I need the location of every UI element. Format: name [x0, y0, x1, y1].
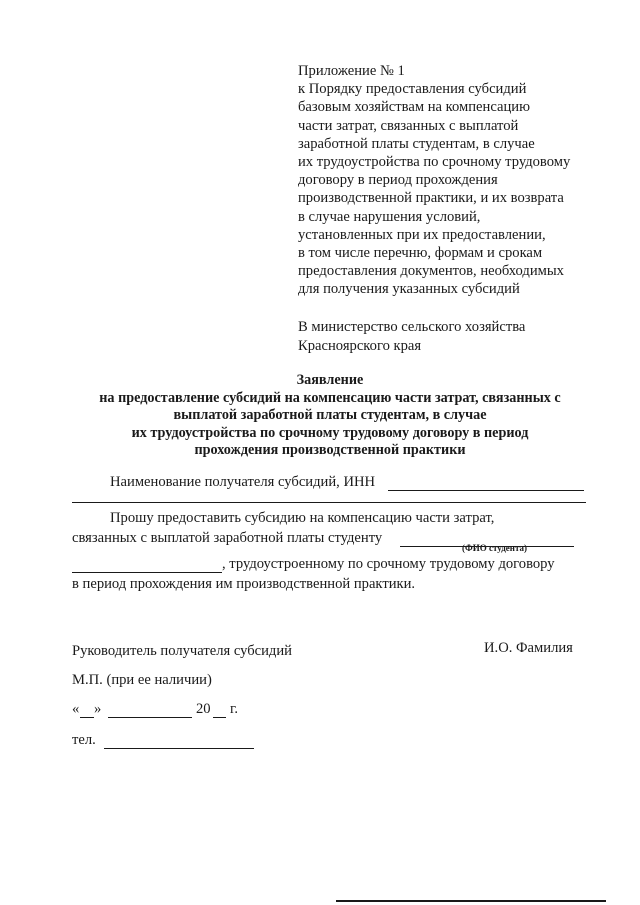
- appendix-line: в случае нарушения условий,: [298, 208, 481, 225]
- request-text-line: связанных с выплатой заработной платы студенту: [72, 530, 383, 546]
- request-text-line: , трудоустроенному по срочному трудовому договору: [222, 556, 555, 572]
- date-close-quote: »: [94, 701, 102, 717]
- recipient-field-continued[interactable]: [72, 502, 586, 503]
- appendix-line: их трудоустройства по срочному трудовому: [298, 154, 571, 171]
- title-line: прохождения производственной практики: [194, 442, 466, 459]
- student-name-field-continued[interactable]: [72, 572, 222, 573]
- addressee-line: В министерство сельского хозяйства: [298, 319, 526, 335]
- request-text-line: Прошу предоставить субсидию на компенсацию части затрат,: [110, 510, 495, 526]
- phone-label: тел.: [72, 732, 96, 748]
- addressee: [298, 318, 525, 356]
- title-line: выплатой заработной платы студентам, в случае: [173, 407, 487, 424]
- appendix-line: части затрат, связанных с выплатой: [298, 117, 519, 134]
- title-line: на предоставление субсидий на компенсацию части затрат, связанных с: [99, 389, 561, 406]
- appendix-line: производственной практики, и их возврата: [298, 190, 564, 207]
- date-year-field[interactable]: [213, 717, 226, 718]
- request-text-line: в период прохождения им производственной практики.: [72, 576, 416, 592]
- head-name: И.О. Фамилия: [484, 640, 573, 656]
- appendix-line: заработной платы студентам, в случае: [298, 135, 535, 152]
- stamp-note: М.П. (при ее наличии): [72, 672, 212, 688]
- recipient-field[interactable]: [388, 490, 584, 491]
- date-year-prefix: 20: [196, 701, 211, 717]
- addressee-line: Красноярского края: [298, 338, 422, 354]
- appendix-line: базовым хозяйствам на компенсацию: [298, 99, 530, 116]
- appendix-line: Приложение № 1: [298, 63, 405, 79]
- head-label: Руководитель получателя субсидий: [72, 643, 292, 659]
- appendix-line: предоставления документов, необходимых: [298, 263, 564, 280]
- application-title: [60, 372, 600, 460]
- title-line: их трудоустройства по срочному трудовому договору в период: [131, 424, 529, 441]
- appendix-note: [298, 62, 618, 299]
- appendix-line: установленных при их предоставлении,: [298, 226, 546, 243]
- title-heading: Заявление: [296, 372, 364, 388]
- appendix-line: для получения указанных субсидий: [298, 281, 520, 298]
- recipient-label: Наименование получателя субсидий, ИНН: [110, 474, 376, 490]
- phone-field[interactable]: [104, 748, 254, 749]
- date-day-field[interactable]: [80, 717, 94, 718]
- page-edge-line: [336, 900, 606, 902]
- appendix-line: договору в период прохождения: [298, 172, 498, 189]
- date-open-quote: «: [72, 701, 80, 717]
- date-year-suffix: г.: [230, 701, 238, 717]
- appendix-line: к Порядку предоставления субсидий: [298, 81, 527, 98]
- appendix-line: в том числе перечню, формам и срокам: [298, 245, 543, 262]
- student-name-caption: (ФИО студента): [462, 543, 527, 553]
- date-month-field[interactable]: [108, 717, 192, 718]
